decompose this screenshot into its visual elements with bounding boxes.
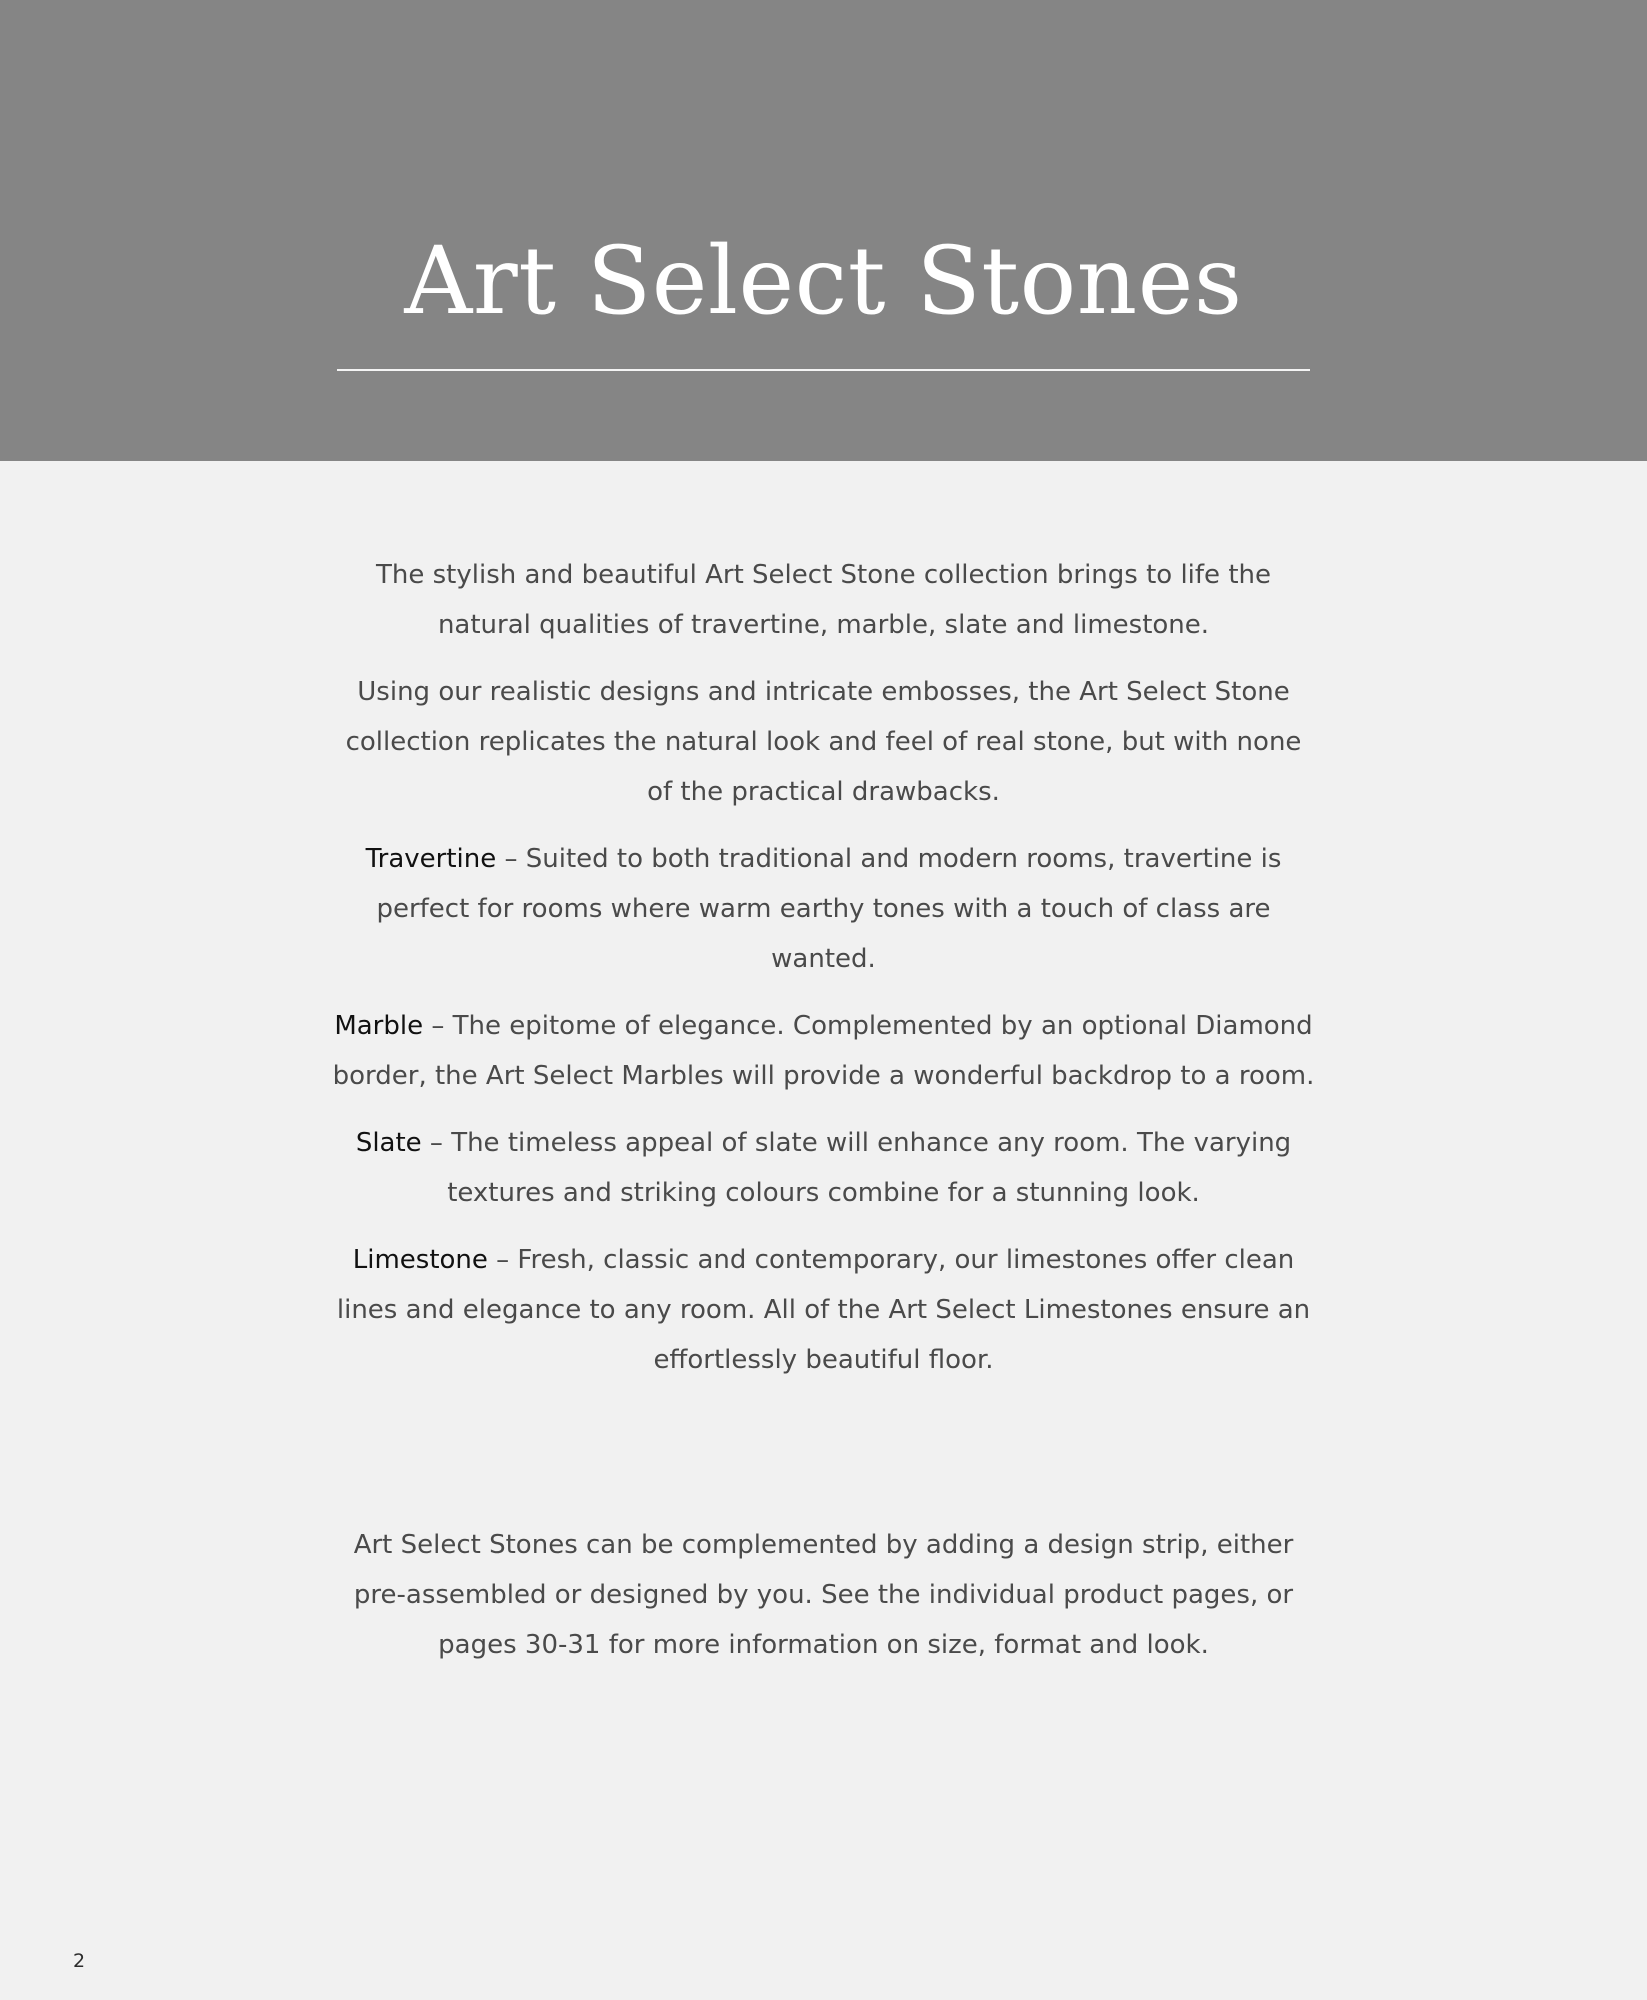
stone-description: – The epitome of elegance. Complemented by an optional Diamond border, the Art Select Marbles will provide a wonderful backdrop to a room.: [332, 1011, 1315, 1091]
stone-paragraph-slate: [330, 1118, 1317, 1218]
page-number: 2: [73, 1950, 86, 1972]
intro-paragraph: Using our realistic designs and intricate embosses, the Art Select Stone collection replicates the natural look and feel of real stone, but with none of the practical drawbacks.: [345, 677, 1302, 807]
intro-paragraph: The stylish and beautiful Art Select Stone collection brings to life the natural qualities of travertine, marble, slate and limestone.: [376, 560, 1271, 640]
closing-paragraph: Art Select Stones can be complemented by adding a design strip, either pre-assembled or designed by you. See the individual product pages, or pages 30-31 for more information on size, format and look.: [353, 1530, 1294, 1660]
stone-description: – Suited to both traditional and modern rooms, travertine is perfect for rooms where warm earthy tones with a touch of class are wanted.: [376, 844, 1282, 974]
stone-name: Limestone: [352, 1245, 488, 1275]
stone-paragraph-travertine: [330, 834, 1317, 984]
stone-description: – The timeless appeal of slate will enhance any room. The varying textures and striking colours combine for a stunning look.: [421, 1128, 1292, 1208]
stone-paragraph-limestone: [330, 1235, 1317, 1385]
stone-name: Slate: [355, 1128, 422, 1158]
page-title: Art Select Stones: [404, 227, 1243, 336]
body-text: [330, 550, 1317, 1402]
stone-name: Travertine: [365, 844, 497, 874]
title-underline: [337, 369, 1310, 371]
stone-name: Marble: [334, 1011, 424, 1041]
stone-description: – Fresh, classic and contemporary, our limestones offer clean lines and elegance to any room. All of the Art Select Limestones ensure an effortlessly beautiful floor.: [336, 1245, 1311, 1375]
stone-paragraph-marble: [330, 1001, 1317, 1101]
